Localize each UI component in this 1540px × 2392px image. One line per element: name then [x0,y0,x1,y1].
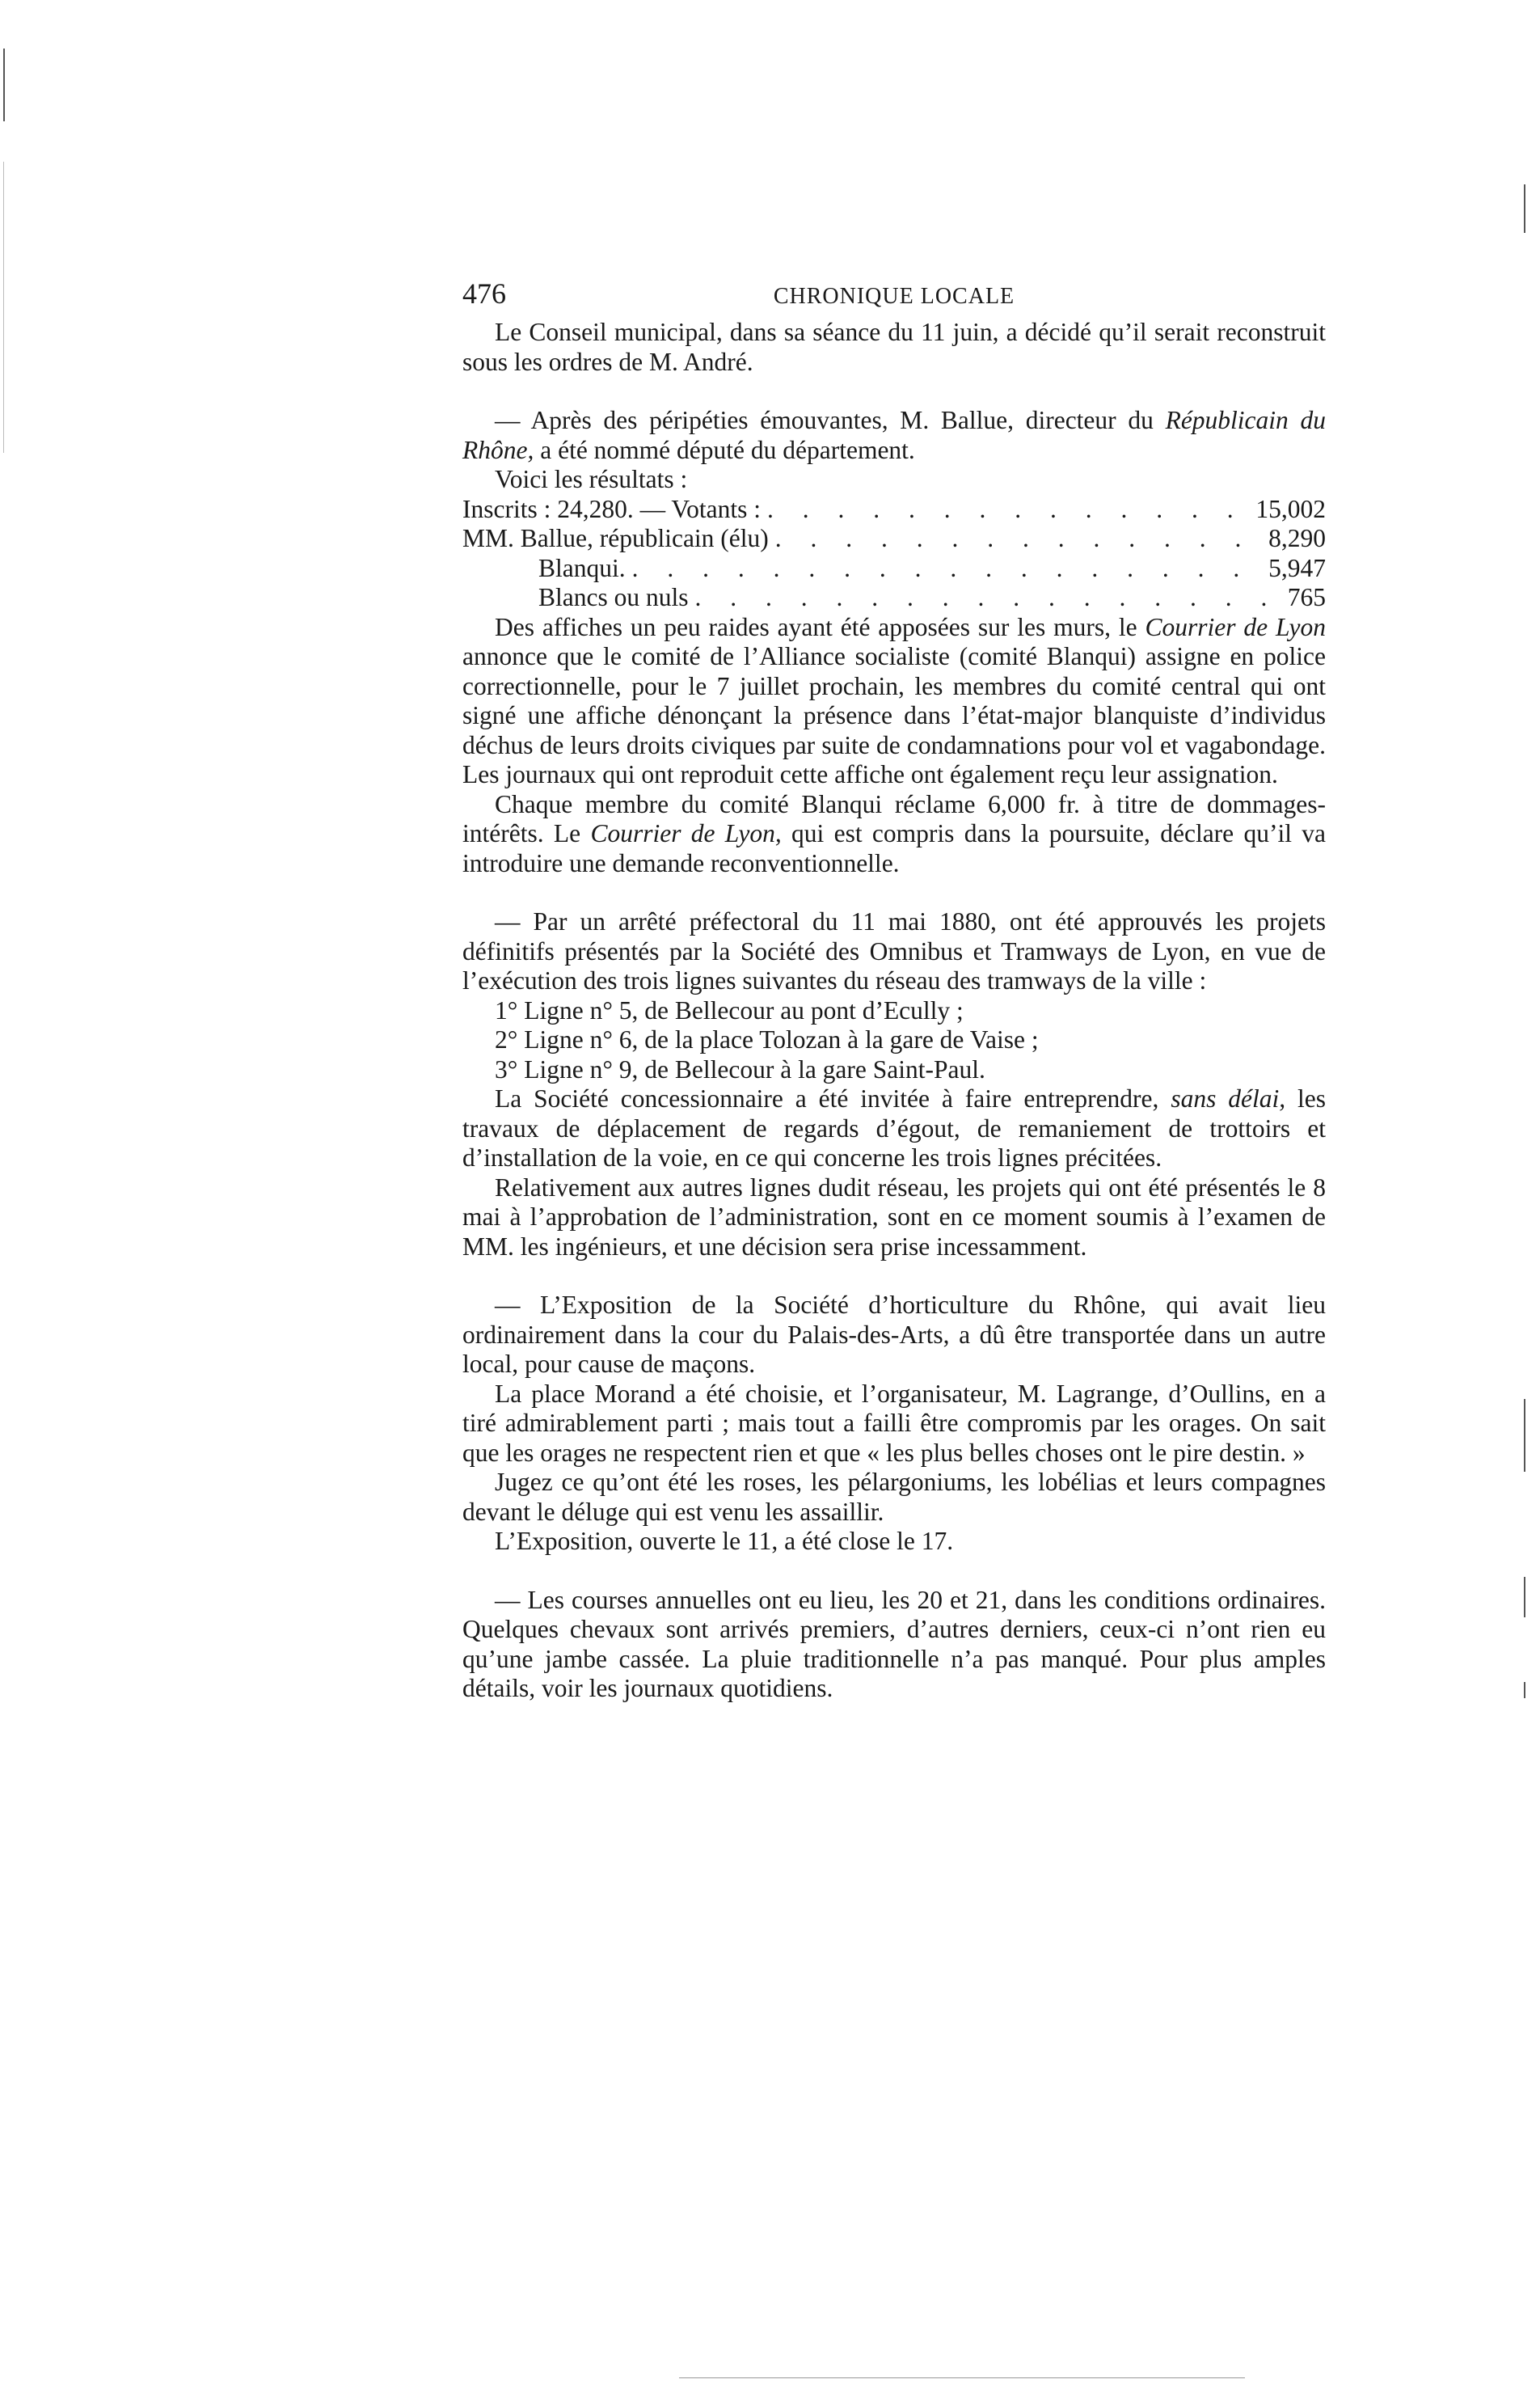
page-number: 476 [462,277,506,310]
scan-edge-right [1524,184,1525,233]
scan-edge-left-2 [3,162,4,453]
paragraph-concessionnaire: La Société concessionnaire a été invitée à faire entreprendre, sans délai, les travaux de déplacement de regards d’égout, de remaniement de trottoirs et d’installation de la voie, en ce qui concerne les trois lignes précitées. [462,1084,1326,1172]
paragraph-courses: — Les courses annuelles ont eu lieu, les 20 et 21, dans les conditions ordinaires. Quelques chevaux sont arrivés premiers, d’autres derniers, ceux-ci n’ont rien eu qu’une jambe cassée. La pluie traditionnelle n’a pas manqué. Pour plus amples détails, voir les journaux quotidiens. [462,1585,1326,1702]
paragraph-roses: Jugez ce qu’ont été les roses, les pélargoniums, les lobélias et leurs compagnes devant le déluge qui est venu les assaillir. [462,1468,1326,1526]
page-header [462,279,1326,315]
paragraph-arrete: — Par un arrêté préfectoral du 11 mai 1880, ont été approuvés les projets définitifs présentés par la Société des Omnibus et Tramways de Lyon, en vue de l’exécution des trois lignes suivantes du réseau des tramways de la ville : [462,907,1326,995]
running-title: CHRONIQUE LOCALE [773,284,1015,309]
scan-edge-left [3,49,5,121]
result-row-ballue: MM. Ballue, républicain (élu) . . . 8,290 [462,524,1326,554]
result-row-blancs: Blancs ou nuls . . . 765 [462,583,1326,613]
scan-foot-rule [679,2377,1245,2378]
paragraph-autres-lignes: Relativement aux autres lignes dudit réseau, les projets qui ont été présentés le 8 mai à l’approbation de l’administration, sont en ce moment soumis à l’examen de MM. les ingénieurs, et une décision sera prise incessamment. [462,1173,1326,1261]
result-row-inscrits: Inscrits : 24,280. — Votants : . . . 15,002 [462,495,1326,525]
list-item-ligne-6: 2° Ligne n° 6, de la place Tolozan à la gare de Vaise ; [495,1025,1039,1054]
paragraph-exposition: — L’Exposition de la Société d’horticulture du Rhône, qui avait lieu ordinairement dans la cour du Palais-des-Arts, a dû être transportée dans un autre local, pour cause de maçons. [462,1291,1326,1378]
paragraph-place-morand: La place Morand a été choisie, et l’organisateur, M. Lagrange, d’Oullins, en a tiré admirablement parti ; mais tout a failli être compromis par les orages. On sait que les orages ne respectent rien et que « les plus belles choses ont le pire destin. » [462,1379,1326,1467]
paragraph-dommages: Chaque membre du comité Blanqui réclame 6,000 fr. à titre de dommages-intérêts. Le Courrier de Lyon, qui est compris dans la poursuite, déclare qu’il va introduire une demande reconventionnelle. [462,789,1326,877]
list-item-ligne-9: 3° Ligne n° 9, de Bellecour à la gare Saint-Paul. [495,1054,985,1084]
scan-edge-right-2 [1524,1399,1525,1472]
paragraph-resultats: Voici les résultats : [495,465,688,493]
paragraph-cloture: L’Exposition, ouverte le 11, a été close le 17. [495,1527,954,1555]
scan-edge-right-3 [1524,1577,1525,1617]
paragraph-conseil: Le Conseil municipal, dans sa séance du 11 juin, a décidé qu’il serait reconstruit sous les ordres de M. André. [462,318,1326,376]
scan-edge-right-4 [1524,1682,1525,1698]
result-row-blanqui: Blanqui. . . . 5,947 [462,554,1326,584]
paragraph-ballue: — Après des péripéties émouvantes, M. Ballue, directeur du Républicain du Rhône, a été nommé député du département. [462,406,1326,464]
list-item-ligne-5: 1° Ligne n° 5, de Bellecour au pont d’Ecully ; [495,995,964,1025]
paragraph-affiches: Des affiches un peu raides ayant été apposées sur les murs, le Courrier de Lyon annonce que le comité de l’Alliance socialiste (comité Blanqui) assigne en police correctionnelle, pour le 7 juillet prochain, les membres du comité central qui ont signé une affiche dénonçant la présence dans l’état-major blanquiste d’individus déchus de leurs droits civiques par suite de condamnations pour vol et vagabondage. Les journaux qui ont reproduit cette affiche ont également reçu leur assignation. [462,612,1326,788]
page [462,279,1326,1704]
